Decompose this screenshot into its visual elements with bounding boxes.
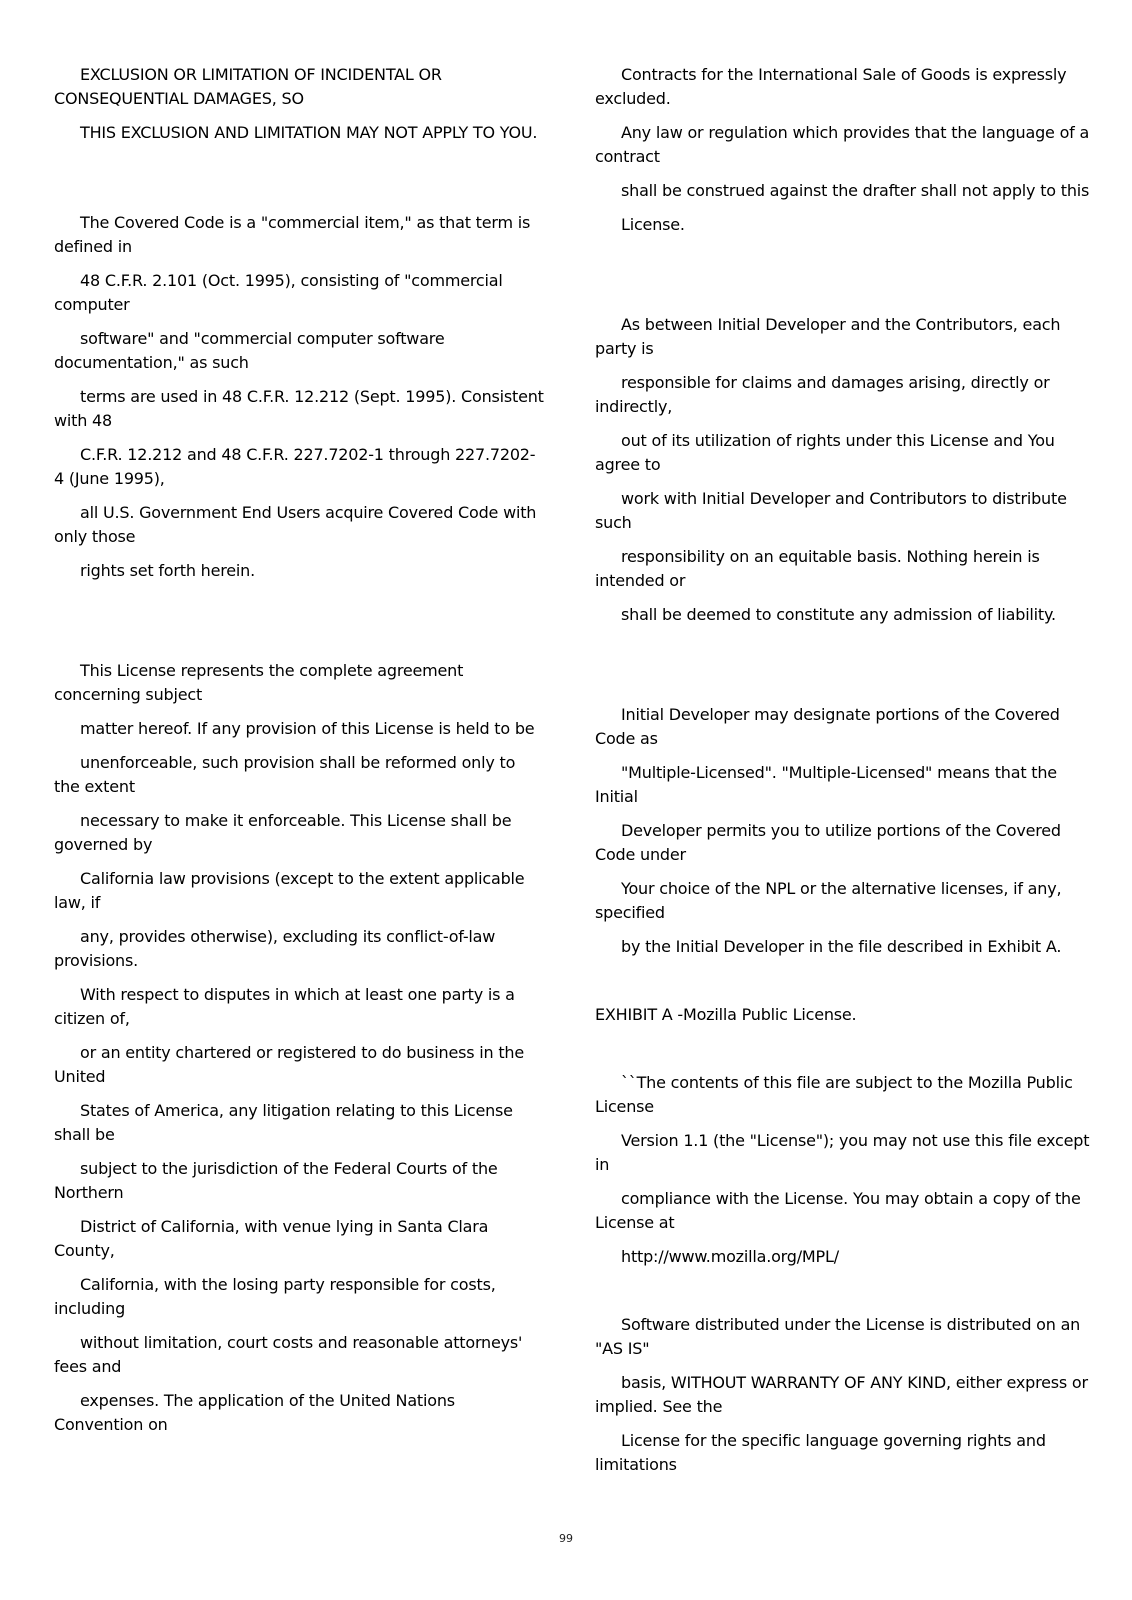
paragraph: ``The contents of this file are subject to the Mozilla Public License bbox=[595, 1073, 1073, 1116]
paragraph: any, provides otherwise), excluding its conflict-of-law provisions. bbox=[54, 927, 496, 970]
paragraph: With respect to disputes in which at least one party is a citizen of, bbox=[54, 985, 515, 1028]
paragraph: shall be construed against the drafter shall not apply to this bbox=[621, 181, 1090, 200]
license-url: http://www.mozilla.org/MPL/ bbox=[621, 1247, 839, 1266]
paragraph-gap bbox=[54, 593, 544, 659]
paragraph: work with Initial Developer and Contributors to distribute such bbox=[595, 489, 1067, 532]
paragraph-gap bbox=[595, 637, 1095, 703]
paragraph-gap bbox=[595, 969, 1095, 1003]
paragraph: Developer permits you to utilize portions of the Covered Code under bbox=[595, 821, 1061, 864]
right-column bbox=[595, 63, 1095, 1487]
paragraph: basis, WITHOUT WARRANTY OF ANY KIND, either express or implied. See the bbox=[595, 1373, 1088, 1416]
paragraph: Any law or regulation which provides that the language of a contract bbox=[595, 123, 1090, 166]
paragraph: compliance with the License. You may obtain a copy of the License at bbox=[595, 1189, 1081, 1232]
paragraph-gap bbox=[595, 1037, 1095, 1071]
exhibit-heading: EXHIBIT A -Mozilla Public License. bbox=[595, 1005, 857, 1024]
paragraph: expenses. The application of the United Nations Convention on bbox=[54, 1391, 455, 1434]
paragraph-gap bbox=[595, 247, 1095, 313]
paragraph: Initial Developer may designate portions of the Covered Code as bbox=[595, 705, 1060, 748]
paragraph: necessary to make it enforceable. This License shall be governed by bbox=[54, 811, 512, 854]
paragraph: California law provisions (except to the extent applicable law, if bbox=[54, 869, 525, 912]
paragraph: Software distributed under the License is distributed on an "AS IS" bbox=[595, 1315, 1081, 1358]
paragraph: out of its utilization of rights under this License and You agree to bbox=[595, 431, 1055, 474]
paragraph: by the Initial Developer in the file described in Exhibit A. bbox=[621, 937, 1062, 956]
paragraph: District of California, with venue lying in Santa Clara County, bbox=[54, 1217, 489, 1260]
paragraph: responsible for claims and damages arising, directly or indirectly, bbox=[595, 373, 1050, 416]
paragraph: terms are used in 48 C.F.R. 12.212 (Sept. 1995). Consistent with 48 bbox=[54, 387, 544, 430]
paragraph: 48 C.F.R. 2.101 (Oct. 1995), consisting of "commercial computer bbox=[54, 271, 503, 314]
paragraph-gap bbox=[54, 155, 544, 211]
paragraph: matter hereof. If any provision of this License is held to be bbox=[80, 719, 535, 738]
paragraph: unenforceable, such provision shall be reformed only to the extent bbox=[54, 753, 516, 796]
paragraph: all U.S. Government End Users acquire Covered Code with only those bbox=[54, 503, 537, 546]
paragraph: shall be deemed to constitute any admission of liability. bbox=[621, 605, 1056, 624]
paragraph: Your choice of the NPL or the alternative licenses, if any, specified bbox=[595, 879, 1062, 922]
paragraph: License. bbox=[621, 215, 685, 234]
paragraph: subject to the jurisdiction of the Federal Courts of the Northern bbox=[54, 1159, 498, 1202]
page-number: 99 bbox=[559, 1532, 573, 1545]
paragraph: software" and "commercial computer software documentation," as such bbox=[54, 329, 445, 372]
paragraph: States of America, any litigation relating to this License shall be bbox=[54, 1101, 513, 1144]
paragraph: THIS EXCLUSION AND LIMITATION MAY NOT APPLY TO YOU. bbox=[80, 123, 538, 142]
paragraph: "Multiple-Licensed". "Multiple-Licensed" means that the Initial bbox=[595, 763, 1057, 806]
paragraph: or an entity chartered or registered to do business in the United bbox=[54, 1043, 524, 1086]
paragraph: without limitation, court costs and reasonable attorneys' fees and bbox=[54, 1333, 523, 1376]
paragraph: C.F.R. 12.212 and 48 C.F.R. 227.7202-1 through 227.7202-4 (June 1995), bbox=[54, 445, 536, 488]
paragraph: EXCLUSION OR LIMITATION OF INCIDENTAL OR CONSEQUENTIAL DAMAGES, SO bbox=[54, 65, 442, 108]
paragraph: rights set forth herein. bbox=[80, 561, 255, 580]
paragraph: This License represents the complete agreement concerning subject bbox=[54, 661, 464, 704]
paragraph: License for the specific language governing rights and limitations bbox=[595, 1431, 1046, 1474]
left-column bbox=[54, 63, 544, 1447]
paragraph-gap bbox=[595, 1279, 1095, 1313]
paragraph: The Covered Code is a "commercial item," as that term is defined in bbox=[54, 213, 531, 256]
paragraph: Contracts for the International Sale of Goods is expressly excluded. bbox=[595, 65, 1067, 108]
paragraph: California, with the losing party responsible for costs, including bbox=[54, 1275, 496, 1318]
paragraph: responsibility on an equitable basis. Nothing herein is intended or bbox=[595, 547, 1040, 590]
paragraph: Version 1.1 (the "License"); you may not use this file except in bbox=[595, 1131, 1090, 1174]
paragraph: As between Initial Developer and the Contributors, each party is bbox=[595, 315, 1061, 358]
